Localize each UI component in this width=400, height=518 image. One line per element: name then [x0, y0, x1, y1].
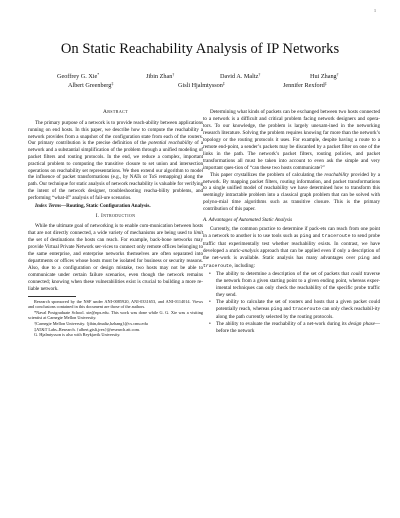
author-1: Geoffrey G. Xie*: [57, 72, 100, 80]
author-4: Hui Zhang†: [310, 72, 339, 80]
author-3: David A. Maltz†: [220, 72, 261, 80]
footnote-1: Research sponsored by the NSF under ANI-0085920, ANI-0331653, and ANI-0114014. Views and conclusions contained in this document are those of the authors.: [28, 298, 203, 310]
right-paragraph-1: Determining what kinds of packets can be exchanged between two hosts connected to a network is a difficult and critical problem facing network designers and opera-tors. To our knowledge, the problem is largely unexam-ined in the networking research literature. Solving the problem requires knowing far more than the network’s topology or the routing protocols it uses. For example, despite having a route to a remote end-point, a sender’s packets may be discarded by a packet filter on one of the links in the path. The network’s packet filters, routing policies, and packet transformations all must be taken into account to even ask the simple and very important ques-tion of “can these two hosts communicate?”: [203, 109, 380, 171]
author-7: Jennifer Rexford‡: [283, 80, 327, 89]
abstract-heading: Abstract: [102, 109, 129, 115]
left-column: [28, 109, 203, 338]
intro-heading: I. Introduction: [95, 213, 136, 220]
paper-title: On Static Reachability Analysis of IP Networks: [60, 41, 340, 57]
author-2: Jibin Zhan†: [146, 72, 175, 80]
footnote-4: ‡AT&T Labs–Research. {albert,gisli,jrex}@research.att.com.: [34, 326, 141, 332]
right-paragraph-2: This paper crystallizes the problem of calculating the reachability provided by a network. By mapping packet filters, routing information, and packet transformations to a single unified model of reachability we have determined how to transform this seemingly intractable problem into a classical graph problem that can be solved with polyno-mial time algorithms such as transitive closure. This is the primary contribution of this paper.: [203, 171, 380, 213]
intro-paragraph-1: While the ultimate goal of networking is to enable com-munication between hosts that are not directly connected, a wide variety of mechanisms are being used to limit the set of destinations the hosts can reach. For example, back-bone networks may provide Virtual Private Network ser-vices to connect only remote offices belonging to the same enterprise, and enterprise networks themselves are often separated into departments or offices whose hosts must be isolated for business or security reasons. Also, due to a configuration or design mistake, two hosts may not be able to communicate under certain failure scenarios, even though the network remains connected; knowing when these vulnerabilities exist is crucial to building a more re-liable network.: [28, 223, 203, 292]
page-number: 1: [374, 8, 376, 13]
author-5: Albert Greenberg‡: [68, 80, 114, 89]
subsection-heading: A. Advantages of Automated Static Analysis: [203, 217, 293, 224]
list-item: • The ability to determine a description of the set of packets that could traverse the network from a given starting point to a given ending point, whereas exper-imental techniques can only check the reachability of the specific probe traffic they send.: [216, 271, 380, 299]
index-terms: Index Terms—Routing, Static Configuration Analysis.: [35, 202, 151, 209]
abstract-body: The primary purpose of a network is to provide reach-ability between applications running on end hosts. In this paper, we describe how to compute the reachability a network provides from a snapshot of the configuration state from each of the routers. Our primary contribution is the precise definition of the potential reachability of a network and a substantial simplification of the problem through a unified modeling of packet filters and routing protocols. In the end, we reduce a complex, important practical problem to computing the transitive closure to set union and intersection operations on reachability set representations. We then extend our algorithm to model the influence of packet transformations (e.g., by NATs or ToS remapping) along the path. Our technique for static analysis of network reachability is valuable for verifying the intent of the network designer, troubleshooting reacha-bility problems, and performing “what-if” analysis of fail-ure scenarios.: [28, 119, 204, 201]
list-item: • The ability to calculate the set of routers and hosts that a given packet could potentially reach, whereas ping and traceroute can only check reachabil-ity along the path currently selected by the routing protocols.: [216, 299, 380, 321]
right-column: [203, 109, 380, 335]
right-paragraph-3: Currently, the common practice to determine if pack-ets can reach from one point in a network to another is to use tools such as ping and traceroute to send probe traffic that experimentally test whether reachability exists. In contrast, we have developed a static-analysis approach that can be applied even if only a description of the net-work is available. Static analysis has many advantages over ping and traceroute, including:: [203, 226, 381, 270]
footnote-3: †Carnegie Mellon University. {jibin,dmaltz,hzhang}@cs.cmu.edu: [34, 320, 148, 326]
list-item: • The ability to evaluate the reachability of a net-work during its design phase—before the network: [216, 321, 380, 335]
footnote-rule: [28, 296, 76, 297]
author-6: Gisli Hjalmtysson‡: [178, 80, 225, 89]
footnote-5: G. Hjalmtysson is also with Reykjavik University.: [34, 332, 121, 338]
footnote-2: *Naval Postgraduate School. xie@nps.edu. This work was done while G. G. Xie was a visiting scientist at Carnegie Mellon University.: [28, 309, 203, 321]
advantages-list: [203, 271, 380, 335]
